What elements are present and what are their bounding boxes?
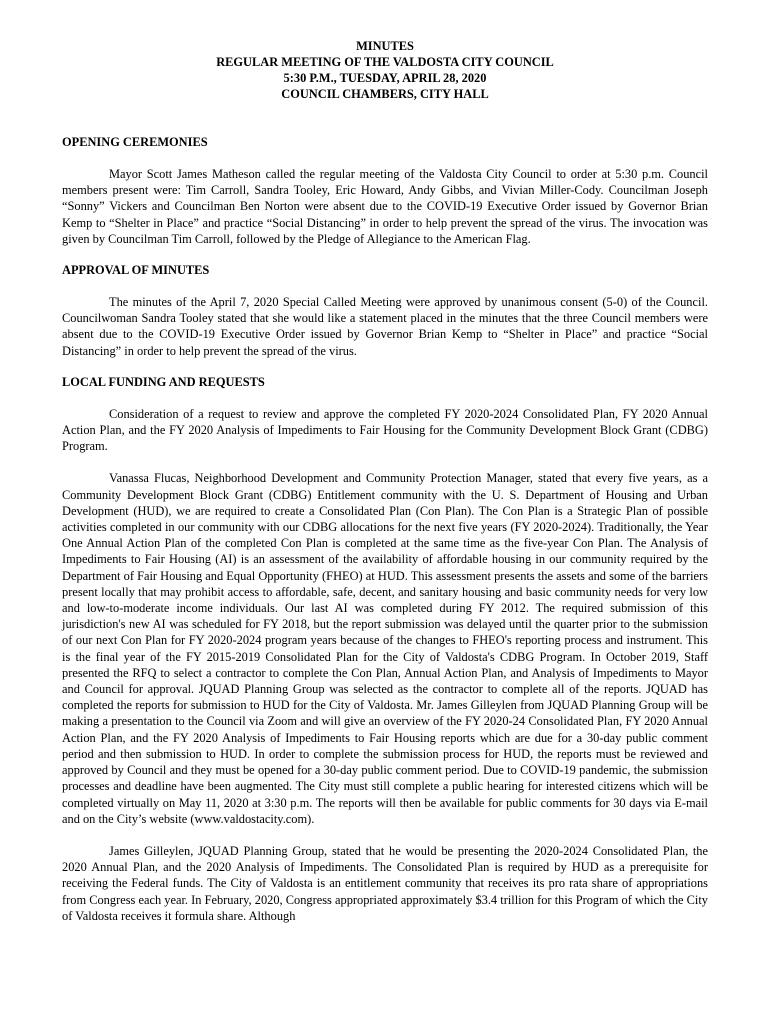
header-meeting-title: REGULAR MEETING OF THE VALDOSTA CITY COUNCIL bbox=[216, 55, 554, 69]
minutes-paragraph: The minutes of the April 7, 2020 Special Called Meeting were approved by unanimous consent (5-0) of the Council. Councilwoman Sandra Tooley stated that she would like a statement placed in the minutes that the three Council members were absent due to the COVID-19 Executive Order issued by Governor Brian Kemp to “Shelter in Place” and practice “Social Distancing” in order to help prevent the spread of the virus. bbox=[62, 295, 708, 358]
flucas-statement-paragraph: Vanassa Flucas, Neighborhood Development and Community Protection Manager, stated that every five years, as a Community Development Block Grant (CDBG) Entitlement community with the U. S. Department of Housing and Urban Development (HUD), we are required to create a Consolidated Plan (Con Plan). The Con Plan is a Strategic Plan of possible activities completed in our community with our CDBG allocations for the next five years (FY 2020-2024). Traditionally, the Year One Annual Action Plan of the completed Con Plan is completed at the same time as the five-year Con Plan. The Analysis of Impediments to Fair Housing (AI) is an assessment of the availability of affordable housing in our community required by the Department of Fair Housing and Equal Opportunity (FHEO) at HUD. This assessment presents the assets and some of the barriers present locally that may prohibit access to affordable, safe, decent, and sanitary housing and basic community needs for very low and low-to-moderate income individuals. Our last AI was completed during FY 2012. The required submission of this jurisdiction's new AI was scheduled for FY 2018, but the report submission was delayed until the quarter prior to the submission of our next Con Plan for FY 2020-2024 program years because of the changes to FHEO's reporting process and instrument. This is the final year of the FY 2015-2019 Consolidated Plan for the City of Valdosta's CDBG Program. In October 2019, Staff presented the RFQ to select a contractor to complete the Con Plan, Annual Action Plan, and Analysis of Impediments to Mayor and Council for approval. JQUAD Planning Group was selected as the contractor to complete all of the reports. JQUAD has completed the reports for submission to HUD for the City of Valdosta. Mr. James Gilleylen from JQUAD Planning Group will be making a presentation to the Council via Zoom and will give an overview of the FY 2020-24 Consolidated Plan, FY 2020 Annual Action Plan, and the FY 2020 Analysis of Impediments to Fair Housing reports which are due for a 30-day public comment period and then submission to HUD. In order to complete the submission process for HUD, the reports must be reviewed and approved by Council and they must be opened for a 30-day public comment period. Due to COVID-19 pandemic, the submission processes and deadline have been augmented. The City must still complete a public hearing for interested citizens which will be completed virtually on May 11, 2020 at 3:30 p.m. The reports will then be available for public comments for 30 days via E-mail and on the City’s website (www.valdostacity.com). bbox=[62, 471, 708, 826]
document-header bbox=[62, 38, 708, 102]
header-location: COUNCIL CHAMBERS, CITY HALL bbox=[281, 87, 489, 101]
document-page bbox=[62, 38, 708, 924]
section-title-funding: LOCAL FUNDING AND REQUESTS bbox=[62, 374, 265, 389]
opening-paragraph: Mayor Scott James Matheson called the regular meeting of the Valdosta City Council to order at 5:30 p.m. Council members present were: Tim Carroll, Sandra Tooley, Eric Howard, Andy Gibbs, and Vivian Miller-Cody. Councilman Joseph “Sonny” Vickers and Councilman Ben Norton were absent due to the COVID-19 Executive Order issued by Governor Brian Kemp to “Shelter in Place” and practice “Social Distancing” in order to help prevent the spread of the virus. The invocation was given by Councilman Tim Carroll, followed by the Pledge of Allegiance to the American Flag. bbox=[62, 167, 708, 246]
section-title-opening: OPENING CEREMONIES bbox=[62, 135, 208, 149]
funding-request-paragraph: Consideration of a request to review and approve the completed FY 2020-2024 Consolidated Plan, FY 2020 Annual Action Plan, and the FY 2020 Analysis of Impediments to Fair Housing for the Community Development Block Grant (CDBG) Program. bbox=[62, 406, 708, 454]
section-title-minutes: APPROVAL OF MINUTES bbox=[62, 263, 210, 278]
header-datetime: 5:30 P.M., TUESDAY, APRIL 28, 2020 bbox=[283, 71, 487, 85]
gilleylen-statement-paragraph: James Gilleylen, JQUAD Planning Group, stated that he would be presenting the 2020-2024 Consolidated Plan, the 2020 Annual Plan, and the 2020 Analysis of Impediments. The Consolidated Plan is required by HUD as a prerequisite for receiving the Federal funds. The City of Valdosta is an entitlement community that receives its pro rata share of appropriations from Congress each year. In February, 2020, Congress appropriated approximately $3.4 trillion for this Program of which the City of Valdosta receives it formula share. Although bbox=[62, 843, 708, 923]
header-minutes: MINUTES bbox=[356, 39, 414, 53]
